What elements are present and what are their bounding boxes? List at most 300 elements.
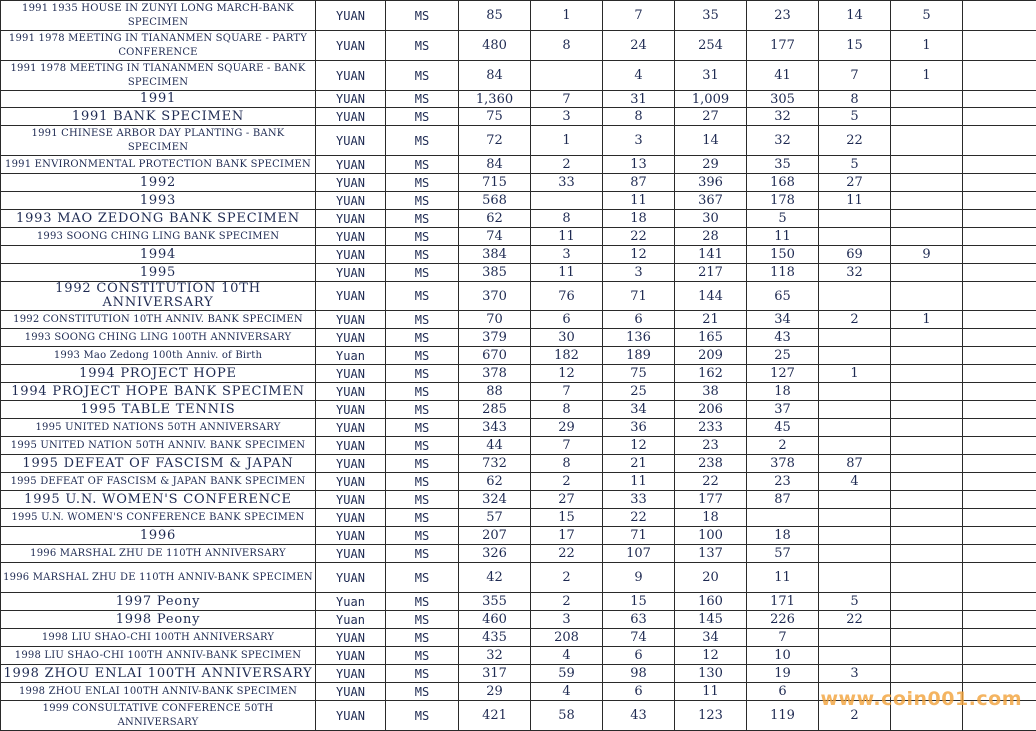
grade-count-cell: 35 — [747, 156, 819, 174]
grade-count-cell: 3 — [531, 108, 603, 126]
coin-name-cell: 1993 — [1, 192, 316, 210]
grade-count-cell — [963, 491, 1036, 509]
grade-count-cell: 17 — [531, 527, 603, 545]
grade-count-cell: 144 — [675, 282, 747, 311]
grade-count-cell: 14 — [675, 126, 747, 156]
grade-cell: MS — [386, 1, 459, 31]
grade-count-cell: 76 — [531, 282, 603, 311]
grade-count-cell — [891, 509, 963, 527]
grade-count-cell: 396 — [675, 174, 747, 192]
table-row — [1, 563, 1036, 593]
table-row — [1, 311, 1036, 329]
grade-count-cell — [963, 437, 1036, 455]
table-row — [1, 156, 1036, 174]
grade-count-cell: 19 — [747, 665, 819, 683]
grade-count-cell: 1 — [891, 31, 963, 61]
grade-count-cell — [819, 491, 891, 509]
table-row — [1, 593, 1036, 611]
denomination-cell: YUAN — [316, 91, 386, 108]
grade-count-cell: 34 — [747, 311, 819, 329]
table-row — [1, 31, 1036, 61]
denomination-cell: YUAN — [316, 437, 386, 455]
grade-cell: MS — [386, 365, 459, 383]
grade-count-cell: 238 — [675, 455, 747, 473]
grade-count-cell: 206 — [675, 401, 747, 419]
grade-count-cell — [963, 282, 1036, 311]
grade-count-cell — [531, 192, 603, 210]
total-cell: 44 — [459, 437, 531, 455]
grade-count-cell: 178 — [747, 192, 819, 210]
table-row — [1, 210, 1036, 228]
grade-count-cell: 2 — [531, 593, 603, 611]
total-cell: 715 — [459, 174, 531, 192]
grade-count-cell: 7 — [531, 91, 603, 108]
grade-count-cell: 209 — [675, 347, 747, 365]
denomination-cell: YUAN — [316, 527, 386, 545]
total-cell: 370 — [459, 282, 531, 311]
grade-count-cell: 127 — [747, 365, 819, 383]
grade-count-cell — [891, 527, 963, 545]
denomination-cell: YUAN — [316, 228, 386, 246]
grade-count-cell — [963, 126, 1036, 156]
grade-count-cell — [963, 665, 1036, 683]
grade-count-cell: 7 — [819, 61, 891, 91]
grade-count-cell: 87 — [819, 455, 891, 473]
grade-cell: MS — [386, 647, 459, 665]
grade-count-cell: 5 — [747, 210, 819, 228]
grade-count-cell: 162 — [675, 365, 747, 383]
grade-count-cell: 32 — [819, 264, 891, 282]
total-cell: 324 — [459, 491, 531, 509]
grade-count-cell — [963, 611, 1036, 629]
table-row — [1, 192, 1036, 210]
grade-count-cell: 7 — [531, 437, 603, 455]
grade-count-cell — [819, 383, 891, 401]
grade-count-cell: 29 — [675, 156, 747, 174]
grade-count-cell — [891, 192, 963, 210]
coin-name-cell: 1993 SOONG CHING LING 100TH ANNIVERSARY — [1, 329, 316, 347]
total-cell: 207 — [459, 527, 531, 545]
grade-count-cell: 58 — [531, 701, 603, 731]
grade-count-cell — [963, 1, 1036, 31]
grade-count-cell: 33 — [531, 174, 603, 192]
grade-count-cell: 2 — [819, 311, 891, 329]
grade-cell: MS — [386, 629, 459, 647]
denomination-cell: YUAN — [316, 401, 386, 419]
grade-count-cell: 254 — [675, 31, 747, 61]
grade-cell: MS — [386, 563, 459, 593]
grade-count-cell: 65 — [747, 282, 819, 311]
coin-name-cell: 1992 CONSTITUTION 10TH ANNIVERSARY — [1, 282, 316, 311]
denomination-cell: YUAN — [316, 545, 386, 563]
total-cell: 62 — [459, 473, 531, 491]
grade-cell: MS — [386, 246, 459, 264]
table-row — [1, 401, 1036, 419]
coin-name-cell: 1998 ZHOU ENLAI 100TH ANNIVERSARY — [1, 665, 316, 683]
grade-cell: MS — [386, 683, 459, 701]
table-row — [1, 419, 1036, 437]
grade-count-cell: 31 — [675, 61, 747, 91]
coin-name-cell: 1991 CHINESE ARBOR DAY PLANTING - BANK SPECIMEN — [1, 126, 316, 156]
grade-count-cell — [891, 126, 963, 156]
table-row — [1, 455, 1036, 473]
coin-name-cell: 1993 SOONG CHING LING BANK SPECIMEN — [1, 228, 316, 246]
grade-count-cell: 136 — [603, 329, 675, 347]
grade-count-cell: 22 — [603, 509, 675, 527]
grade-count-cell: 171 — [747, 593, 819, 611]
grade-count-cell: 182 — [531, 347, 603, 365]
grade-count-cell — [747, 509, 819, 527]
denomination-cell: YUAN — [316, 156, 386, 174]
coin-name-cell: 1991 — [1, 91, 316, 108]
grade-count-cell — [819, 545, 891, 563]
table-row — [1, 665, 1036, 683]
grade-count-cell: 3 — [531, 611, 603, 629]
grade-count-cell — [819, 437, 891, 455]
grade-cell: MS — [386, 61, 459, 91]
denomination-cell: YUAN — [316, 282, 386, 311]
denomination-cell: YUAN — [316, 563, 386, 593]
table-row — [1, 347, 1036, 365]
coin-name-cell: 1998 ZHOU ENLAI 100TH ANNIV-BANK SPECIMEN — [1, 683, 316, 701]
grade-count-cell: 6 — [603, 311, 675, 329]
denomination-cell: YUAN — [316, 701, 386, 731]
grade-cell: MS — [386, 228, 459, 246]
coin-name-cell: 1991 1978 MEETING IN TIANANMEN SQUARE - PARTY CONFERENCE — [1, 31, 316, 61]
grade-cell: MS — [386, 126, 459, 156]
grade-count-cell: 119 — [747, 701, 819, 731]
grade-count-cell: 31 — [603, 91, 675, 108]
total-cell: 435 — [459, 629, 531, 647]
grade-count-cell: 20 — [675, 563, 747, 593]
denomination-cell: YUAN — [316, 365, 386, 383]
grade-count-cell — [819, 347, 891, 365]
coin-name-cell: 1994 — [1, 246, 316, 264]
grade-count-cell: 25 — [603, 383, 675, 401]
grade-count-cell: 123 — [675, 701, 747, 731]
grade-count-cell — [891, 473, 963, 491]
total-cell: 421 — [459, 701, 531, 731]
grade-cell: MS — [386, 455, 459, 473]
grade-count-cell: 9 — [603, 563, 675, 593]
coin-name-cell: 1996 — [1, 527, 316, 545]
grade-count-cell: 98 — [603, 665, 675, 683]
grade-count-cell: 10 — [747, 647, 819, 665]
grade-count-cell: 71 — [603, 527, 675, 545]
grade-count-cell — [891, 156, 963, 174]
grade-count-cell: 305 — [747, 91, 819, 108]
grade-count-cell — [891, 264, 963, 282]
grade-count-cell: 36 — [603, 419, 675, 437]
coin-name-cell: 1995 UNITED NATIONS 50TH ANNIVERSARY — [1, 419, 316, 437]
denomination-cell: YUAN — [316, 1, 386, 31]
total-cell: 62 — [459, 210, 531, 228]
grade-count-cell: 12 — [603, 437, 675, 455]
denomination-cell: YUAN — [316, 491, 386, 509]
total-cell: 72 — [459, 126, 531, 156]
grade-cell: MS — [386, 419, 459, 437]
grade-count-cell: 3 — [603, 126, 675, 156]
grade-count-cell: 1 — [531, 126, 603, 156]
table-row — [1, 228, 1036, 246]
grade-count-cell: 12 — [603, 246, 675, 264]
total-cell: 29 — [459, 683, 531, 701]
denomination-cell: YUAN — [316, 629, 386, 647]
grade-count-cell: 177 — [747, 31, 819, 61]
total-cell: 326 — [459, 545, 531, 563]
grade-count-cell: 8 — [531, 31, 603, 61]
coin-name-cell: 1999 CONSULTATIVE CONFERENCE 50TH ANNIVERSARY — [1, 701, 316, 731]
grade-count-cell: 2 — [819, 701, 891, 731]
grade-count-cell: 63 — [603, 611, 675, 629]
grade-count-cell — [963, 210, 1036, 228]
grade-count-cell: 2 — [531, 563, 603, 593]
grade-cell: MS — [386, 329, 459, 347]
grade-count-cell: 28 — [675, 228, 747, 246]
grade-count-cell — [819, 401, 891, 419]
coin-name-cell: 1991 BANK SPECIMEN — [1, 108, 316, 126]
grade-count-cell: 12 — [531, 365, 603, 383]
watermark: www.coin001.com — [820, 688, 1022, 710]
denomination-cell: YUAN — [316, 419, 386, 437]
grade-count-cell: 378 — [747, 455, 819, 473]
grade-cell: MS — [386, 545, 459, 563]
grade-count-cell — [963, 91, 1036, 108]
grade-count-cell — [891, 665, 963, 683]
coin-name-cell: 1993 MAO ZEDONG BANK SPECIMEN — [1, 210, 316, 228]
denomination-cell: Yuan — [316, 611, 386, 629]
grade-count-cell: 22 — [675, 473, 747, 491]
grade-count-cell: 71 — [603, 282, 675, 311]
grade-count-cell: 8 — [531, 210, 603, 228]
grade-count-cell — [891, 329, 963, 347]
grade-count-cell — [891, 108, 963, 126]
grade-count-cell: 145 — [675, 611, 747, 629]
grade-count-cell: 87 — [747, 491, 819, 509]
coin-name-cell: 1994 PROJECT HOPE BANK SPECIMEN — [1, 383, 316, 401]
grade-count-cell: 18 — [603, 210, 675, 228]
grade-count-cell — [963, 31, 1036, 61]
total-cell: 85 — [459, 1, 531, 31]
grade-cell: MS — [386, 192, 459, 210]
grade-cell: MS — [386, 156, 459, 174]
table-row — [1, 647, 1036, 665]
grade-count-cell: 41 — [747, 61, 819, 91]
grade-count-cell — [819, 629, 891, 647]
grade-cell: MS — [386, 491, 459, 509]
grade-count-cell: 11 — [747, 228, 819, 246]
grade-cell: MS — [386, 437, 459, 455]
grade-count-cell: 21 — [603, 455, 675, 473]
grade-count-cell: 21 — [675, 311, 747, 329]
grade-count-cell: 59 — [531, 665, 603, 683]
denomination-cell: YUAN — [316, 246, 386, 264]
grade-count-cell: 32 — [747, 108, 819, 126]
coin-name-cell: 1995 U.N. WOMEN'S CONFERENCE — [1, 491, 316, 509]
denomination-cell: Yuan — [316, 347, 386, 365]
grade-count-cell: 33 — [603, 491, 675, 509]
denomination-cell: YUAN — [316, 174, 386, 192]
grade-count-cell — [891, 228, 963, 246]
grade-count-cell: 8 — [603, 108, 675, 126]
grade-count-cell — [963, 246, 1036, 264]
grade-count-cell: 9 — [891, 246, 963, 264]
grade-count-cell: 11 — [531, 228, 603, 246]
denomination-cell: YUAN — [316, 31, 386, 61]
grade-count-cell — [819, 282, 891, 311]
grade-count-cell: 2 — [531, 473, 603, 491]
total-cell: 732 — [459, 455, 531, 473]
grade-count-cell: 3 — [603, 264, 675, 282]
grade-count-cell: 22 — [531, 545, 603, 563]
grade-count-cell: 4 — [603, 61, 675, 91]
grade-count-cell: 141 — [675, 246, 747, 264]
coin-name-cell: 1995 — [1, 264, 316, 282]
grade-count-cell — [963, 629, 1036, 647]
coin-name-cell: 1996 MARSHAL ZHU DE 110TH ANNIVERSARY — [1, 545, 316, 563]
total-cell: 460 — [459, 611, 531, 629]
grade-count-cell: 32 — [747, 126, 819, 156]
grade-cell: MS — [386, 527, 459, 545]
grade-count-cell — [891, 593, 963, 611]
table-row — [1, 174, 1036, 192]
denomination-cell: YUAN — [316, 311, 386, 329]
grade-cell: MS — [386, 264, 459, 282]
total-cell: 317 — [459, 665, 531, 683]
grade-count-cell: 30 — [531, 329, 603, 347]
grade-count-cell — [963, 545, 1036, 563]
grade-count-cell: 2 — [747, 437, 819, 455]
grade-cell: MS — [386, 383, 459, 401]
table-row — [1, 629, 1036, 647]
grade-count-cell: 130 — [675, 665, 747, 683]
denomination-cell: YUAN — [316, 647, 386, 665]
grade-count-cell: 1 — [819, 365, 891, 383]
total-cell: 88 — [459, 383, 531, 401]
total-cell: 84 — [459, 156, 531, 174]
grade-count-cell: 1,009 — [675, 91, 747, 108]
grade-count-cell: 30 — [675, 210, 747, 228]
denomination-cell: YUAN — [316, 473, 386, 491]
grade-count-cell: 12 — [675, 647, 747, 665]
table-row — [1, 108, 1036, 126]
table-body — [1, 1, 1036, 731]
grade-count-cell — [963, 509, 1036, 527]
total-cell: 385 — [459, 264, 531, 282]
total-cell: 378 — [459, 365, 531, 383]
grade-count-cell: 15 — [819, 31, 891, 61]
coin-name-cell: 1998 LIU SHAO-CHI 100TH ANNIV-BANK SPECIMEN — [1, 647, 316, 665]
denomination-cell: YUAN — [316, 61, 386, 91]
grade-cell: MS — [386, 91, 459, 108]
grade-count-cell — [819, 509, 891, 527]
grade-cell: MS — [386, 282, 459, 311]
coin-name-cell: 1991 1935 HOUSE IN ZUNYI LONG MARCH-BANK SPECIMEN — [1, 1, 316, 31]
grade-count-cell — [891, 491, 963, 509]
table-row — [1, 365, 1036, 383]
table-row — [1, 473, 1036, 491]
denomination-cell: YUAN — [316, 455, 386, 473]
table-row — [1, 383, 1036, 401]
grade-count-cell — [891, 647, 963, 665]
grade-count-cell: 8 — [531, 455, 603, 473]
grade-count-cell: 189 — [603, 347, 675, 365]
grade-count-cell — [963, 61, 1036, 91]
grade-count-cell: 43 — [747, 329, 819, 347]
grade-count-cell — [891, 91, 963, 108]
denomination-cell: YUAN — [316, 108, 386, 126]
grade-count-cell — [819, 329, 891, 347]
grade-count-cell: 7 — [747, 629, 819, 647]
grade-count-cell: 7 — [531, 383, 603, 401]
grade-cell: MS — [386, 401, 459, 419]
grade-count-cell: 4 — [819, 473, 891, 491]
table-row — [1, 527, 1036, 545]
grade-count-cell: 18 — [675, 509, 747, 527]
coin-name-cell: 1995 UNITED NATION 50TH ANNIV. BANK SPECIMEN — [1, 437, 316, 455]
grade-cell: MS — [386, 174, 459, 192]
denomination-cell: YUAN — [316, 192, 386, 210]
grade-count-cell — [891, 365, 963, 383]
grade-count-cell: 208 — [531, 629, 603, 647]
grade-count-cell — [963, 192, 1036, 210]
grade-count-cell — [963, 174, 1036, 192]
total-cell: 84 — [459, 61, 531, 91]
grade-count-cell: 11 — [603, 192, 675, 210]
table-row — [1, 246, 1036, 264]
grade-count-cell: 57 — [747, 545, 819, 563]
coin-name-cell: 1998 LIU SHAO-CHI 100TH ANNIVERSARY — [1, 629, 316, 647]
grade-count-cell — [963, 593, 1036, 611]
grade-cell: MS — [386, 593, 459, 611]
grade-count-cell: 23 — [675, 437, 747, 455]
grade-count-cell: 1 — [531, 1, 603, 31]
grade-count-cell: 137 — [675, 545, 747, 563]
grade-count-cell — [891, 629, 963, 647]
grade-count-cell — [891, 563, 963, 593]
denomination-cell: YUAN — [316, 329, 386, 347]
grade-count-cell: 7 — [603, 1, 675, 31]
grade-cell: MS — [386, 611, 459, 629]
coin-name-cell: 1995 U.N. WOMEN'S CONFERENCE BANK SPECIMEN — [1, 509, 316, 527]
grade-count-cell: 2 — [531, 156, 603, 174]
grade-count-cell: 5 — [819, 593, 891, 611]
total-cell: 32 — [459, 647, 531, 665]
denomination-cell: YUAN — [316, 665, 386, 683]
coin-name-cell: 1992 — [1, 174, 316, 192]
grade-count-cell: 217 — [675, 264, 747, 282]
grade-count-cell: 35 — [675, 1, 747, 31]
table-row — [1, 61, 1036, 91]
denomination-cell: YUAN — [316, 264, 386, 282]
grade-count-cell — [819, 647, 891, 665]
grade-count-cell: 34 — [675, 629, 747, 647]
grade-count-cell — [963, 365, 1036, 383]
denomination-cell: YUAN — [316, 126, 386, 156]
grade-count-cell — [819, 527, 891, 545]
grade-count-cell — [819, 419, 891, 437]
grade-count-cell — [963, 455, 1036, 473]
total-cell: 1,360 — [459, 91, 531, 108]
grade-count-cell: 23 — [747, 1, 819, 31]
coin-name-cell: 1995 TABLE TENNIS — [1, 401, 316, 419]
grade-count-cell — [891, 210, 963, 228]
table-row — [1, 126, 1036, 156]
table-row — [1, 545, 1036, 563]
grade-count-cell: 118 — [747, 264, 819, 282]
denomination-cell: YUAN — [316, 210, 386, 228]
grade-count-cell: 15 — [603, 593, 675, 611]
